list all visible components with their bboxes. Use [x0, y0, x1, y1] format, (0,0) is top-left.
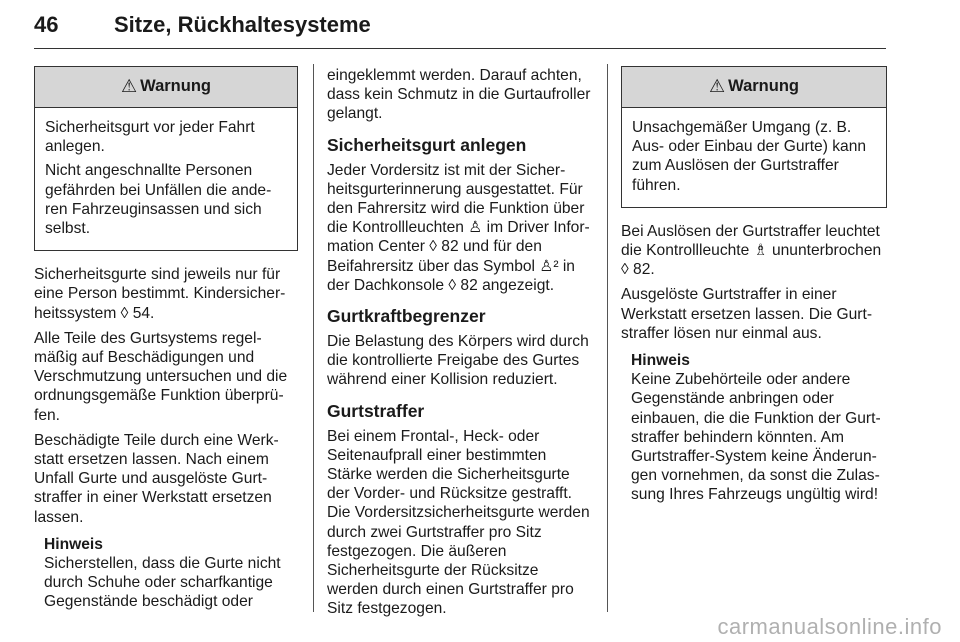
column-2 [327, 66, 593, 625]
page-number: 46 [34, 12, 59, 37]
section-heading: Gurtkraftbegrenzer [327, 306, 486, 327]
paragraph: Alle Teile des Gurtsystems regelmäßig auf Beschädigungen und Verschmutzung untersuchen und die ordnungsgemäße Funktion überprüfen. [34, 329, 288, 424]
page-header [34, 4, 886, 49]
note-text: Sicherstellen, dass die Gurte nicht durch Schuhe oder scharfkantige Gegenstände beschädigt oder [44, 555, 281, 611]
section-heading: Sicherheitsgurt anlegen [327, 134, 527, 155]
paragraph: Ausgelöste Gurtstraffer in einer Werkstatt ersetzen lassen. Die Gurtstraffer lösen nur einmal aus. [621, 286, 873, 342]
warning-body [622, 108, 886, 207]
paragraph: Jeder Vordersitz ist mit der Sicherheitsgurterinnerung ausgestattet. Für den Fahrersitz wird die Funktion über die Kontrollleuchten ♙ im Driver Information Center ◊ 82 und für den Beifahrersitz über das Symbol ♙² in der Dachkonsole ◊ 82 angezeigt. [327, 161, 590, 294]
warning-label: Warnung [728, 77, 799, 96]
section-heading: Gurtstraffer [327, 400, 425, 421]
warning-header [35, 67, 297, 108]
note-heading: Hinweis [631, 352, 690, 370]
watermark: carmanualsonline.info [717, 614, 942, 639]
warning-box [34, 66, 298, 251]
warning-box [621, 66, 887, 208]
paragraph: Beschädigte Teile durch eine Werkstatt ersetzen lassen. Nach einem Unfall Gurte und ausgelöste Gurtstraffer in einer Werkstatt ersetzen lassen. [34, 431, 279, 526]
warning-triangle-icon: ⚠ [120, 76, 138, 97]
note-block [631, 351, 887, 505]
warning-text: Unsachgemäßer Umgang (z. B. Aus- oder Einbau der Gurte) kann zum Auslösen der Gurtstraffer führen. [632, 119, 867, 194]
paragraph: Bei Auslösen der Gurtstraffer leuchtet die Kontrollleuchte ♗ ununterbrochen ◊ 82. [621, 222, 882, 279]
paragraph: Bei einem Frontal-, Heck- oder Seitenaufprall einer bestimmten Stärke werden die Sicherheitsgurte der Vorder- und Rücksitze gestrafft. Die Vordersitzsicherheitsgurte werden durch zwei Gurtstraffer pro Sitz festgezogen. Die äußeren Sicherheitsgurte der Rücksitze werden durch einen Gurtstraffer pro Sitz festgezogen. [327, 427, 590, 618]
warning-label: Warnung [140, 77, 211, 96]
paragraph: Sicherheitsgurte sind jeweils nur für eine Person bestimmt. Kindersicherheitssystem ◊ 54. [34, 266, 286, 322]
warning-body [35, 108, 297, 250]
column-divider [607, 64, 608, 612]
note-heading: Hinweis [44, 535, 103, 553]
paragraph: Die Belastung des Körpers wird durch die kontrollierte Freigabe des Gurtes während einer Kollision reduziert. [327, 333, 589, 389]
column-1 [34, 66, 298, 612]
warning-text: Sicherheitsgurt vor jeder Fahrt anlegen. [45, 119, 255, 156]
column-divider [313, 64, 314, 612]
column-3 [621, 66, 887, 505]
note-text: Keine Zubehörteile oder andere Gegenstände anbringen oder einbauen, die die Funktion der Gurtstraffer behindern könnten. Am Gurtstraffer-System keine Änderungen vornehmen, da sonst die Zulassung Ihres Fahrzeugs ungültig wird! [631, 371, 881, 504]
page-title: Sitze, Rückhaltesysteme [114, 12, 371, 37]
warning-triangle-icon: ⚠ [708, 76, 726, 97]
warning-text: Nicht angeschnallte Personen gefährden bei Unfällen die anderen Fahrzeuginsassen und sich selbst. [45, 162, 272, 238]
warning-header [622, 67, 886, 108]
paragraph: eingeklemmt werden. Darauf achten, dass kein Schmutz in die Gurtaufroller gelangt. [327, 67, 591, 123]
note-block [44, 535, 298, 612]
